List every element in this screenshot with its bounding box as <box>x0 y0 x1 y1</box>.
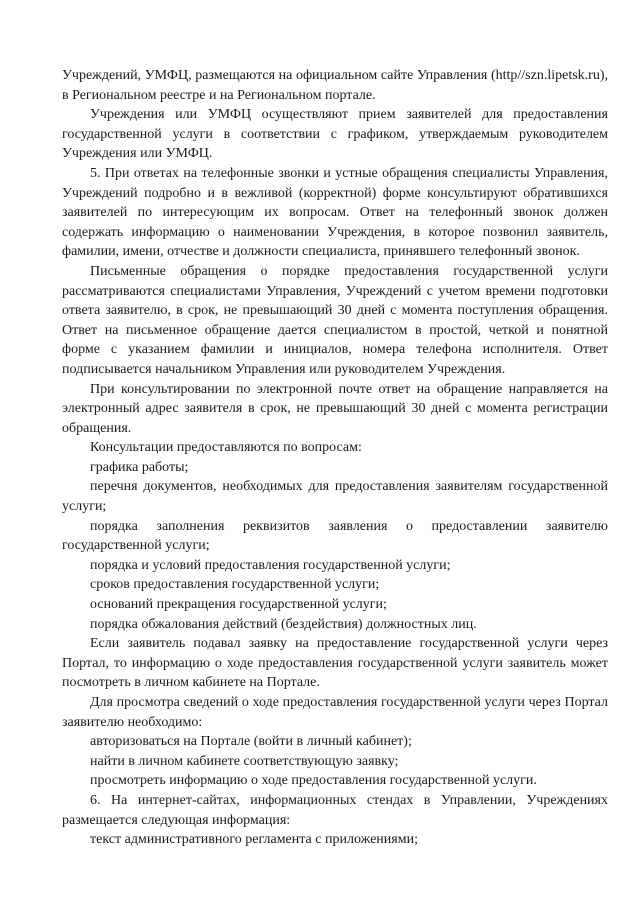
paragraph: Для просмотра сведений о ходе предоставления государственной услуги через Портал заявителю необходимо: <box>62 695 608 730</box>
paragraph: Письменные обращения о порядке предоставления государственной услуги рассматриваются специалистами Управления, Учреждений с учетом времени подготовки ответа заявителю, в срок, не превышающий 30 дней с момента поступления обращения. Ответ на письменное обращение дается специалистом в простой, четкой и понятной форме с указанием фамилии и инициалов, номера телефона исполнителя. Ответ подписывается начальником Управления или руководителем Учреждения. <box>62 263 608 377</box>
list-item: порядка и условий предоставления государственной услуги; <box>90 557 451 573</box>
list-item: текст административного регламента с приложениями; <box>90 832 418 848</box>
list-item: порядка заполнения реквизитов заявления о предоставлении заявителю государственной услуги; <box>62 518 608 554</box>
list-heading: Консультации предоставляются по вопросам: <box>90 440 362 456</box>
list-item: авторизоваться на Портале (войти в личный кабинет); <box>90 734 412 750</box>
paragraph: 6. На интернет-сайтах, информационных стендах в Управлении, Учреждениях размещается следующая информация: <box>62 792 608 828</box>
paragraph: 5. При ответах на телефонные звонки и устные обращения специалисты Управления, Учреждений подробно и в вежливой (корректной) форме консультируют обратившихся заявителей по интересующим их вопросам. Ответ на телефонный звонок должен содержать информацию о наименовании Учреждения, в которое позвонил заявитель, фамилии, имени, отчестве и должности специалиста, принявшего телефонный звонок. <box>62 165 608 260</box>
list-item: графика работы; <box>90 459 189 475</box>
list-item: оснований прекращения государственной услуги; <box>90 597 387 613</box>
paragraph: Учреждений, УМФЦ, размещаются на официальном сайте Управления (http//szn.lipetsk.ru), в Региональном реестре и на Региональном портале. <box>62 68 608 103</box>
list-item: сроков предоставления государственной услуги; <box>90 577 380 593</box>
list-item: порядка обжалования действий (бездействия) должностных лиц. <box>90 616 477 632</box>
paragraph: При консультировании по электронной почте ответ на обращение направляется на электронный адрес заявителя в срок, не превышающий 30 дней с момента регистрации обращения. <box>62 381 608 436</box>
list-item: просмотреть информацию о ходе предоставления государственной услуги. <box>90 773 537 789</box>
list-item: найти в личном кабинете соответствующую заявку; <box>90 753 399 769</box>
paragraph: Учреждения или УМФЦ осуществляют прием заявителей для предоставления государственной услуги в соответствии с графиком, утверждаемым руководителем Учреждения или УМФЦ. <box>62 107 608 162</box>
list-item: перечня документов, необходимых для предоставления заявителям государственной услуги; <box>62 479 608 515</box>
document-page <box>62 66 608 850</box>
paragraph: Если заявитель подавал заявку на предоставление государственной услуги через Портал, то информацию о ходе предоставления государственной услуги заявитель может посмотреть в личном кабинете на Портале. <box>62 636 608 691</box>
